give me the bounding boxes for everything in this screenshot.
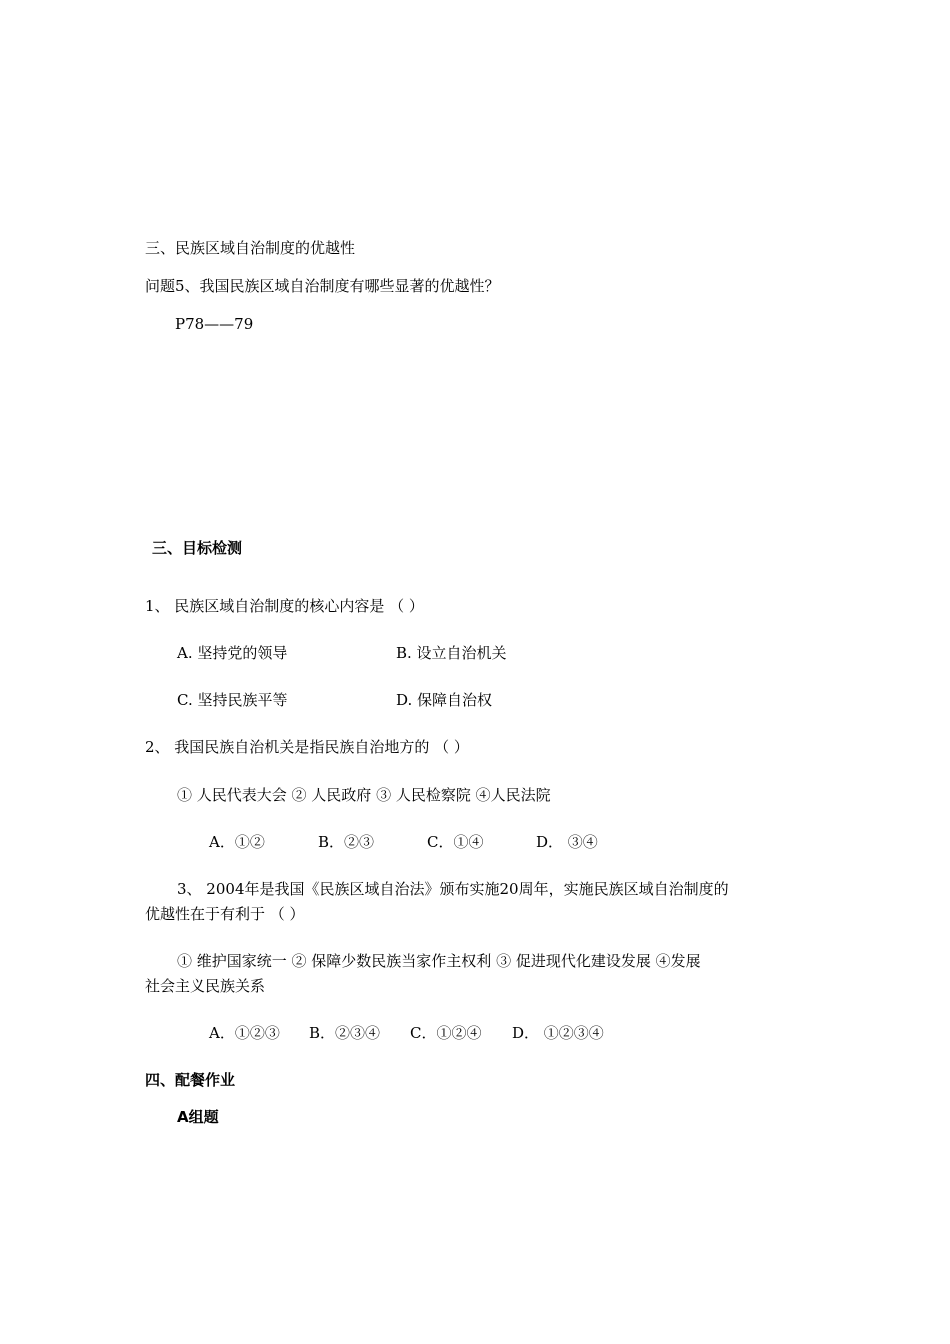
q2-option-a: A．①② — [209, 833, 265, 851]
q2-option-c: C．①④ — [427, 833, 484, 851]
page-reference: P78——79 — [175, 315, 254, 333]
q2-stem: 2、 我国民族自治机关是指民族自治地方的 （ ） — [145, 738, 469, 756]
question-5: 问题5、我国民族区域自治制度有哪些显著的优越性？ — [145, 277, 500, 295]
q3-option-d: D． ①②③④ — [512, 1024, 604, 1042]
q3-stem-line1: 3、 2004年是我国《民族区域自治法》颁布实施20周年，实施民族区域自治制度的 — [177, 880, 729, 898]
q2-option-d: D． ③④ — [536, 833, 598, 851]
q3-option-b: B．②③④ — [309, 1024, 381, 1042]
q3-items-line1: ① 维护国家统一 ② 保障少数民族当家作主权利 ③ 促进现代化建设发展 ④发展 — [177, 952, 701, 970]
q1-stem: 1、 民族区域自治制度的核心内容是 （ ） — [145, 597, 424, 615]
section-heading-target-test: 三、目标检测 — [152, 539, 243, 557]
q3-items-line2: 社会主义民族关系 — [145, 977, 266, 995]
q2-option-b: B．②③ — [318, 833, 375, 851]
q3-option-c: C．①②④ — [410, 1024, 482, 1042]
section-heading-homework: 四、配餐作业 — [145, 1071, 236, 1089]
subheading-group-a: A组题 — [177, 1108, 219, 1126]
q1-option-d: D. 保障自治权 — [396, 691, 493, 709]
q2-items: ① 人民代表大会 ② 人民政府 ③ 人民检察院 ④人民法院 — [177, 786, 551, 804]
section-heading-advantages: 三、民族区域自治制度的优越性 — [145, 239, 356, 257]
q1-option-a: A. 坚持党的领导 — [177, 644, 288, 662]
q3-stem-line2: 优越性在于有利于 （ ） — [145, 905, 305, 923]
q3-option-a: A．①②③ — [209, 1024, 280, 1042]
q1-option-b: B. 设立自治机关 — [396, 644, 507, 662]
q1-option-c: C. 坚持民族平等 — [177, 691, 288, 709]
